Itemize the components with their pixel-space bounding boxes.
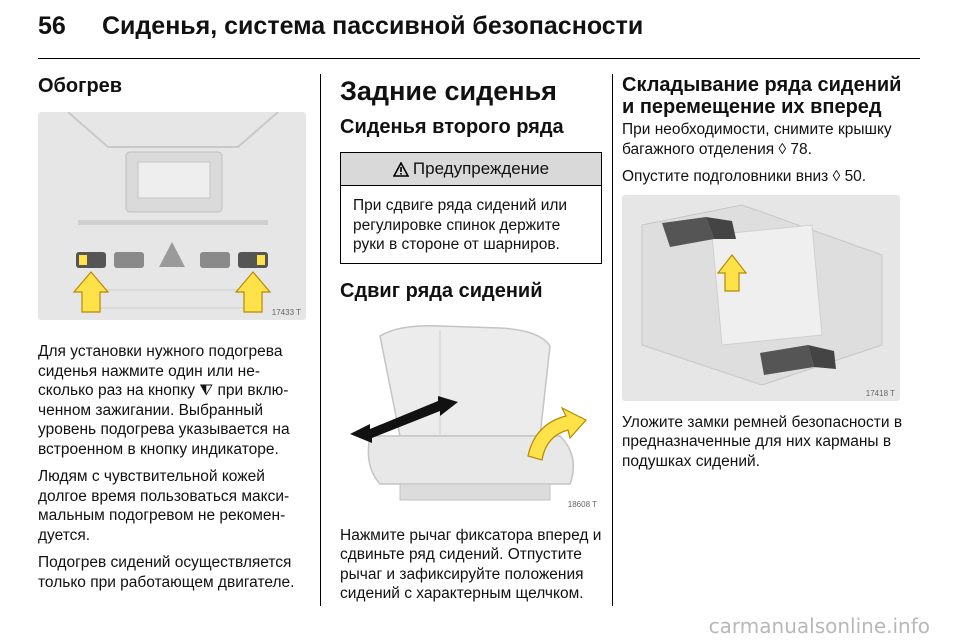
column-rear-seats (340, 74, 602, 612)
column-heating (38, 74, 306, 600)
paragraph-folding-3: Уложите замки ремней безопасности в предназначенные для них карманы в подушках сидений. (622, 413, 903, 470)
paragraph-folding-2: Опустите подголовники вниз ◊ 50. (622, 168, 867, 185)
seat-slide-illustration (340, 316, 602, 512)
folding-seat-illustration (622, 195, 900, 401)
warning-box (340, 152, 602, 264)
section-heading-folding: Складывание ряда сидений и перемещение их вперед (622, 74, 902, 118)
footer-watermark: carmanualsonline.info (708, 614, 930, 638)
figure-heating-buttons (38, 112, 306, 320)
figure-folding (622, 195, 900, 401)
dashboard-illustration (38, 112, 306, 320)
warning-header (341, 153, 601, 186)
header-divider (38, 58, 920, 59)
paragraph-heating-1: Для установки нужного подогрева сиденья нажмите один или несколько раз на кнопку ⧨ при включенном зажигании. Выбранный уровень подогрева указывается на встроенном в кнопку индикаторе. (38, 343, 290, 458)
figure-code: 18608 T (567, 499, 597, 509)
page-header (38, 12, 643, 52)
subheading-second-row: Сиденья второго ряда (340, 116, 564, 138)
column-folding (622, 74, 904, 479)
warning-text: При сдвиге ряда сидений или регулировке спинок держите руки в стороне от шарниров. (353, 197, 568, 253)
page-title: Сиденья, система пассивной безопасности (102, 12, 644, 40)
figure-code: 17433 T (271, 308, 301, 317)
paragraph-heating-2: Людям с чувствительной кожей долгое время пользоваться максимальным подогревом не рекомендуется. (38, 468, 290, 544)
section-heading-heating: Обогрев (38, 75, 123, 97)
paragraph-heating-3: Подогрев сидений осуществляется только при работающем двигателе. (38, 554, 295, 591)
page-number: 56 (38, 12, 66, 40)
subheading-seat-slide: Сдвиг ряда сидений (340, 279, 543, 302)
paragraph-folding-1: При необходимости, снимите крышку багажного отделения ◊ 78. (622, 121, 892, 158)
column-divider-1 (320, 74, 321, 606)
column-divider-2 (612, 74, 613, 606)
warning-triangle-icon (393, 162, 409, 177)
figure-code: 17418 T (865, 388, 895, 398)
paragraph-seat-slide: Нажмите рычаг фиксатора вперед и сдвиньте ряд сидений. Отпустите рычаг и зафиксируйте положения сидений с характерным щелчком. (340, 526, 602, 602)
warning-title: Предупреждение (412, 159, 550, 178)
figure-seat-slide (340, 316, 602, 512)
section-heading-rear-seats: Задние сиденья (340, 76, 557, 106)
